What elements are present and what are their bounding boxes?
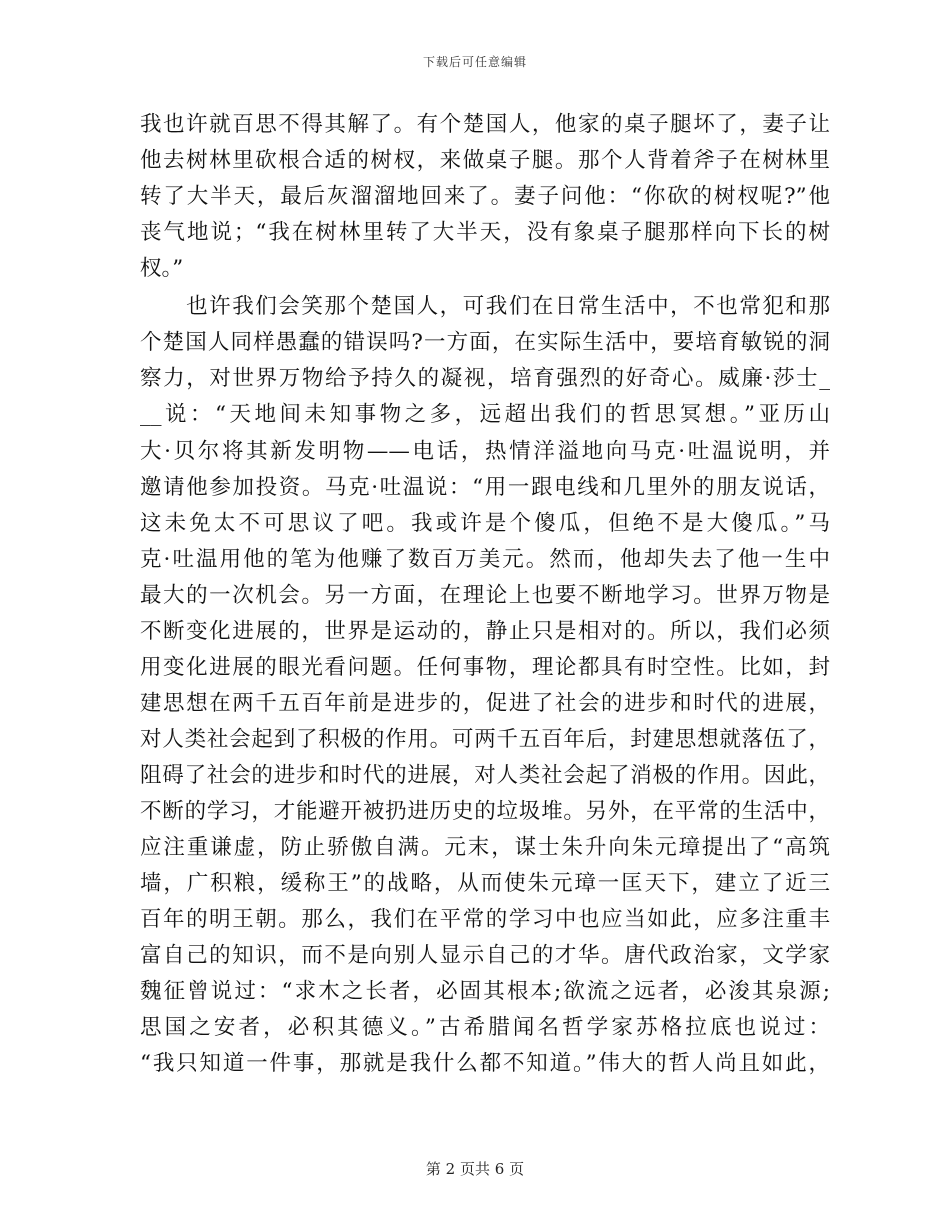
- text-line: 转了大半天，最后灰溜溜地回来了。妻子问他：“你砍的树杈呢?”他: [140, 184, 830, 209]
- page-header: 下载后可任意编辑: [422, 55, 527, 69]
- text-line: 也许我们会笑那个楚国人，可我们在日常生活中，不也常犯和那: [140, 294, 830, 319]
- text-line: 魏征曾说过：“求木之长者，必固其根本;欲流之远者，必浚其泉源;: [140, 979, 830, 1004]
- text-line: 我也许就百思不得其解了。有个楚国人，他家的桌子腿坏了，妻子让: [140, 112, 830, 137]
- text-line: “我只知道一件事，那就是我什么都不知道。”伟大的哲人尚且如此，: [140, 1051, 830, 1076]
- text-line: 应注重谦虚，防止骄傲自满。元末，谋士朱升向朱元璋提出了“高筑: [140, 835, 830, 860]
- page-footer: 第 2 页共 6 页: [425, 1160, 525, 1178]
- text-line: 墙，广积粮，缓称王”的战略，从而使朱元璋一匡天下，建立了近三: [140, 871, 830, 896]
- text-line: 克·吐温用他的笔为他赚了数百万美元。然而，他却失去了他一生中: [140, 547, 830, 572]
- text-line: 邀请他参加投资。马克·吐温说：“用一跟电线和几里外的朋友说话，: [140, 475, 830, 500]
- text-line: 最大的一次机会。另一方面，在理论上也要不断地学习。世界万物是: [140, 583, 830, 608]
- text-line: 丧气地说；“我在树林里转了大半天，没有象桌子腿那样向下长的树: [140, 220, 830, 245]
- text-line: __说：“天地间未知事物之多，远超出我们的哲思冥想。”亚历山: [140, 402, 830, 427]
- text-line: 富自己的知识，而不是向别人显示自己的才华。唐代政治家，文学家: [140, 943, 830, 968]
- text-line: 他去树林里砍根合适的树杈，来做桌子腿。那个人背着斧子在树林里: [140, 148, 830, 173]
- text-line: 不断的学习，才能避开被扔进历史的垃圾堆。另外，在平常的生活中，: [140, 799, 830, 824]
- text-line: 对人类社会起到了积极的作用。可两千五百年后，封建思想就落伍了，: [140, 727, 830, 752]
- text-line: 大·贝尔将其新发明物——电话，热情洋溢地向马克·吐温说明，并: [140, 439, 830, 464]
- text-line: 察力，对世界万物给予持久的凝视，培育强烈的好奇心。威廉·莎士_: [140, 366, 830, 391]
- text-line: 不断变化进展的，世界是运动的，静止只是相对的。所以，我们必须: [140, 619, 830, 644]
- text-line: 个楚国人同样愚蠢的错误吗?一方面，在实际生活中，要培育敏锐的洞: [140, 330, 830, 355]
- text-line: 用变化进展的眼光看问题。任何事物，理论都具有时空性。比如，封: [140, 655, 830, 680]
- text-line: 杈。”: [140, 256, 184, 281]
- text-line: 百年的明王朝。那么，我们在平常的学习中也应当如此，应多注重丰: [140, 907, 830, 932]
- text-line: 阻碍了社会的进步和时代的进展，对人类社会起了消极的作用。因此，: [140, 763, 830, 788]
- text-line: 思国之安者，必积其德义。”古希腊闻名哲学家苏格拉底也说过：: [140, 1015, 830, 1040]
- text-line: 这未免太不可思议了吧。我或许是个傻瓜，但绝不是大傻瓜。”马: [140, 511, 830, 536]
- text-line: 建思想在两千五百年前是进步的，促进了社会的进步和时代的进展，: [140, 691, 830, 716]
